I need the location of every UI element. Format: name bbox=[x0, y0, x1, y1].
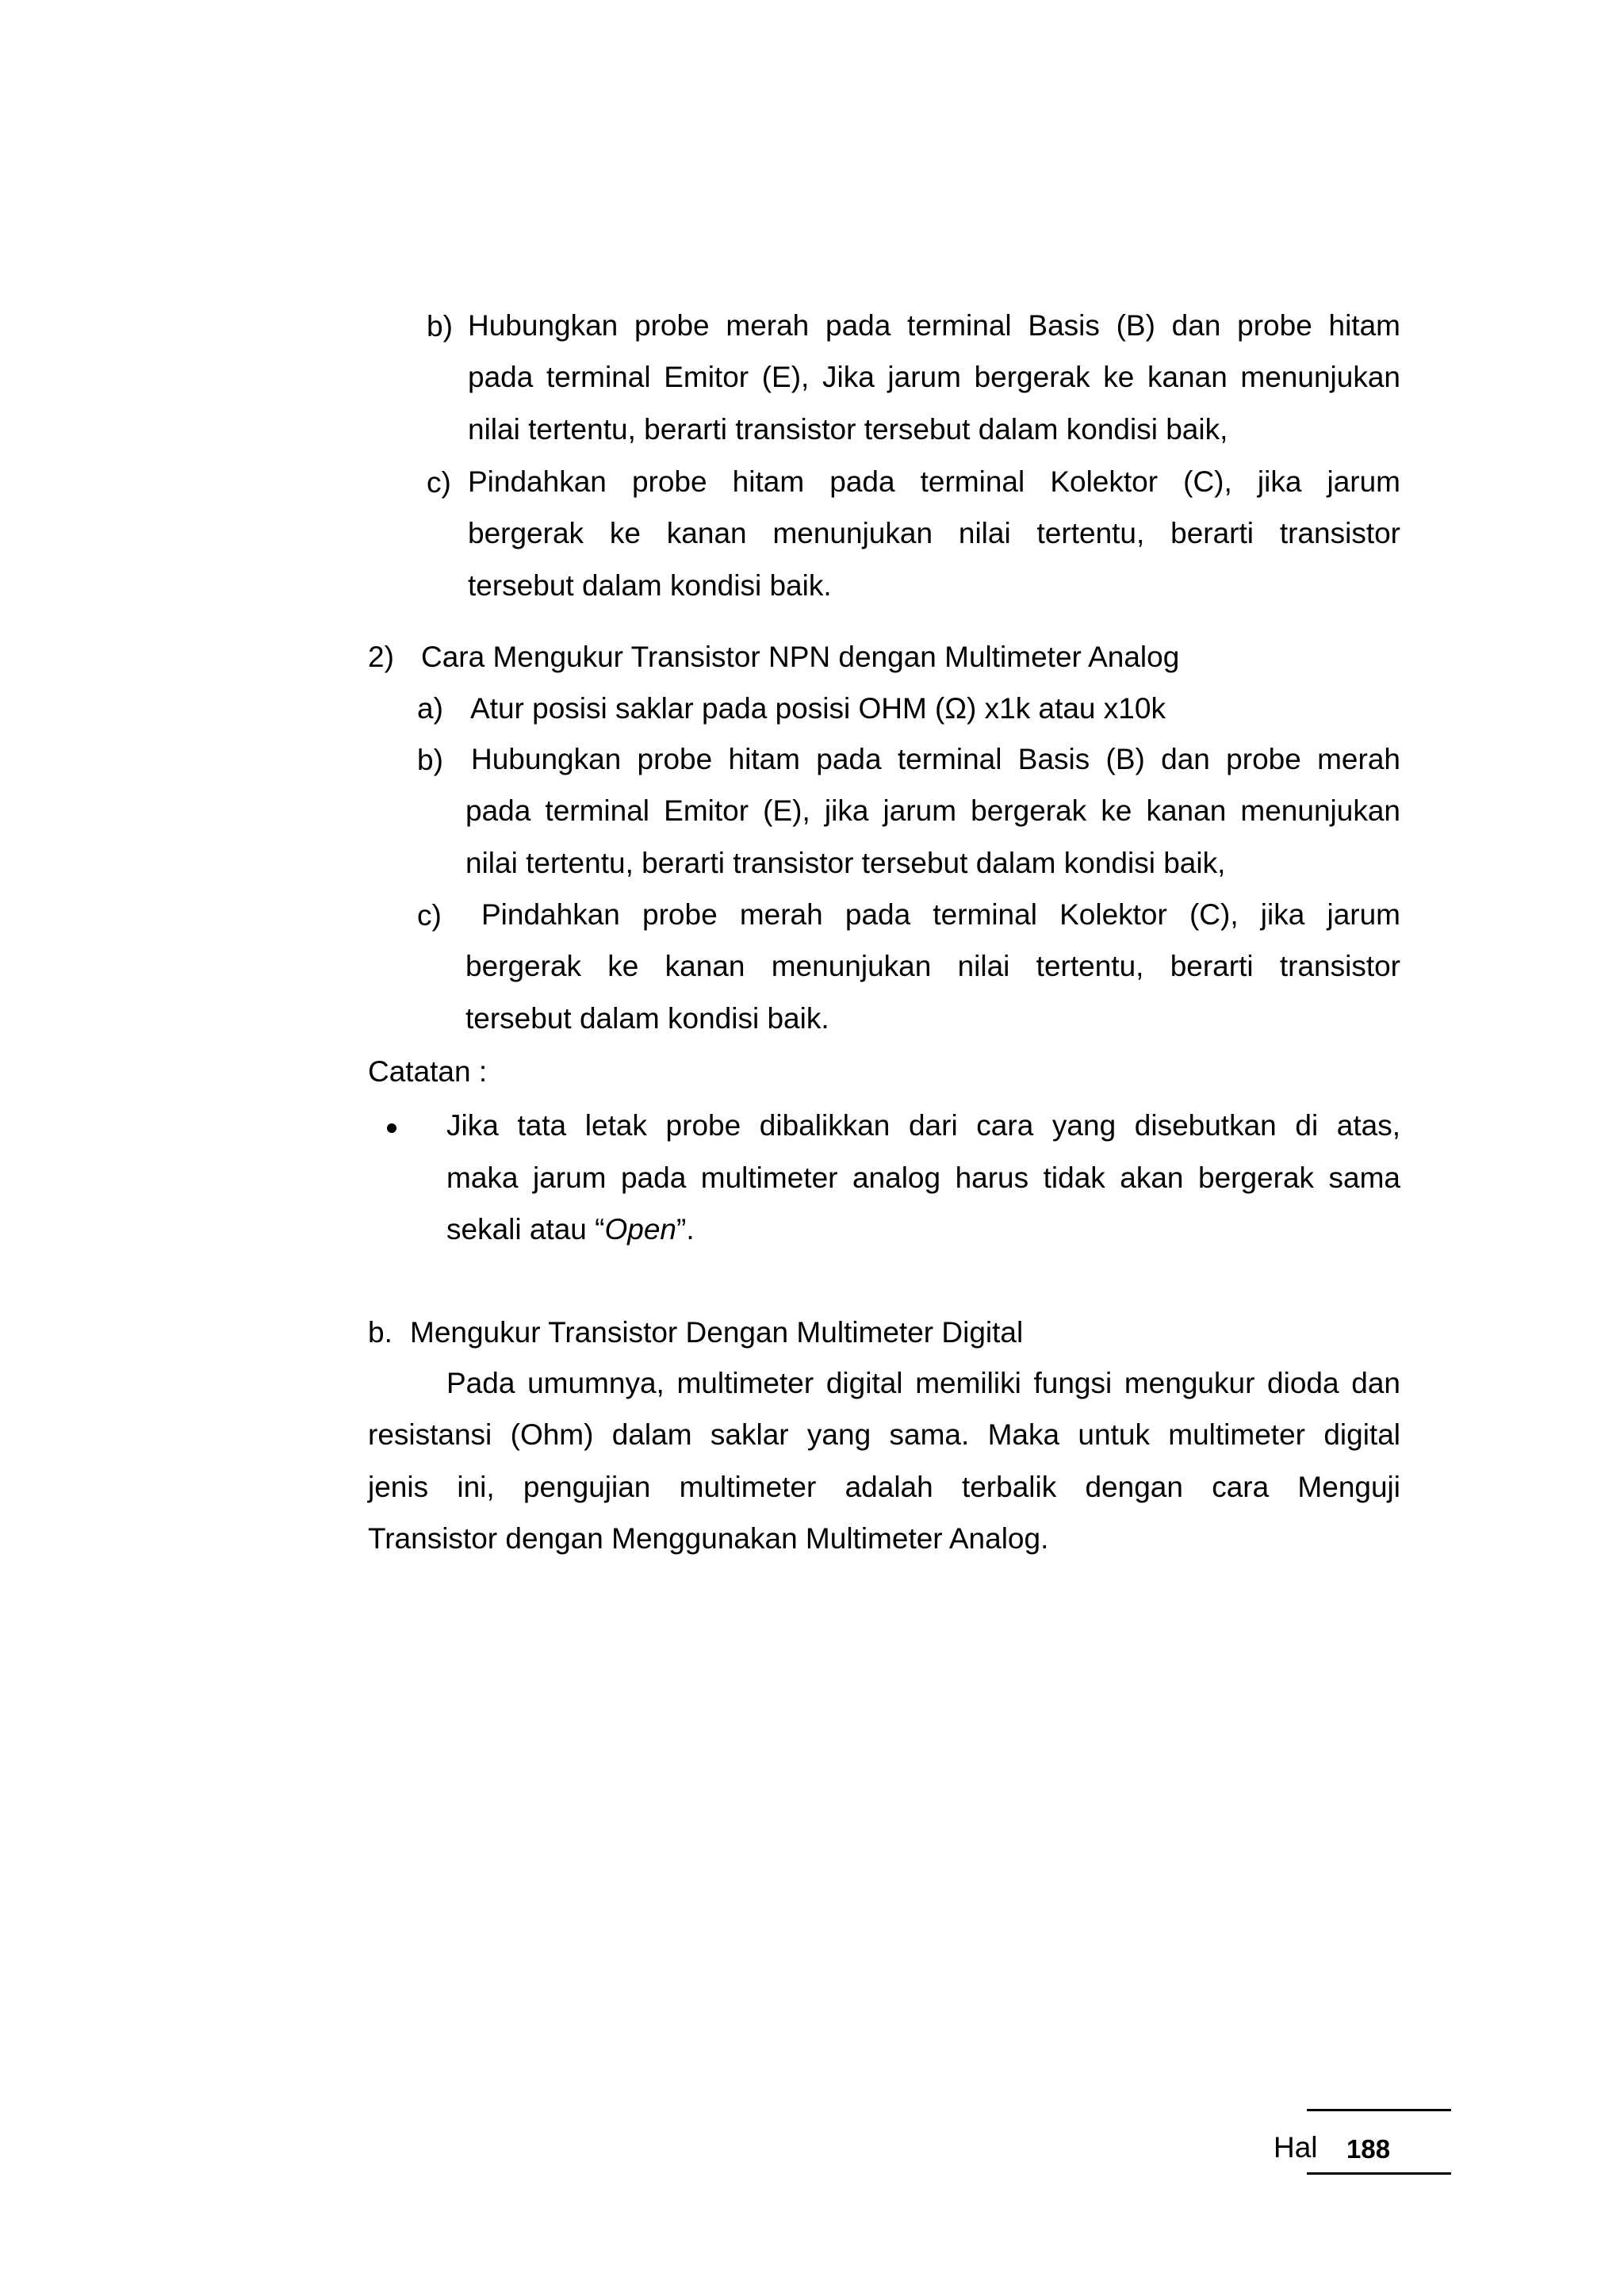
footer-page-number: 188 bbox=[1346, 2134, 1391, 2164]
text-line: bergerak ke kanan menunjukan nilai tertentu, berarti transistor bbox=[465, 950, 1400, 982]
section-2-c-text-cont bbox=[465, 940, 1400, 1044]
text-line: Transistor dengan Menggunakan Multimeter Analog. bbox=[368, 1522, 1049, 1555]
section-2-c-text bbox=[481, 889, 1400, 941]
text-line: nilai tertentu, berarti transistor tersebut dalam kondisi baik, bbox=[468, 412, 1228, 446]
section-2-b-marker: b) bbox=[417, 744, 443, 776]
section-2-a-marker: a) bbox=[417, 692, 443, 725]
text-line: bergerak ke kanan menunjukan nilai tertentu, berarti transistor bbox=[468, 517, 1400, 549]
catatan-last-line bbox=[446, 1211, 695, 1248]
text-line: pada terminal Emitor (E), jika jarum bergerak ke kanan menunjukan bbox=[465, 794, 1400, 827]
section-2-marker: 2) bbox=[368, 641, 394, 673]
section-2-b-text bbox=[471, 733, 1400, 786]
section-b-paragraph-first bbox=[446, 1357, 1400, 1410]
section-2-b-text-cont bbox=[465, 785, 1400, 889]
text-line: Hubungkan probe merah pada terminal Basis (B) dan probe hitam bbox=[468, 309, 1400, 342]
text-line: nilai tertentu, berarti transistor tersebut dalam kondisi baik, bbox=[465, 846, 1226, 879]
list-marker-c: c) bbox=[427, 466, 451, 499]
section-2-title: Cara Mengukur Transistor NPN dengan Multimeter Analog bbox=[421, 641, 1180, 673]
list-item-c-text-cont bbox=[468, 507, 1400, 611]
section-2-a-text: Atur posisi saklar pada posisi OHM (Ω) x1k atau x10k bbox=[470, 692, 1166, 725]
text-line: pada terminal Emitor (E), Jika jarum bergerak ke kanan menunjukan bbox=[468, 361, 1400, 393]
text-line: Jika tata letak probe dibalikkan dari cara yang disebutkan di atas, bbox=[446, 1109, 1400, 1142]
list-item-b-text-cont bbox=[468, 351, 1400, 455]
text-line: resistansi (Ohm) dalam saklar yang sama. Maka untuk multimeter digital bbox=[368, 1418, 1400, 1451]
text-line: tersebut dalam kondisi baik. bbox=[465, 1001, 829, 1035]
list-item-b-text bbox=[468, 300, 1400, 352]
text-fragment: sekali atau “ bbox=[446, 1213, 605, 1246]
section-b-paragraph bbox=[368, 1409, 1400, 1565]
section-2-c-marker: c) bbox=[417, 899, 442, 932]
catatan-label: Catatan : bbox=[368, 1055, 488, 1088]
list-marker-b: b) bbox=[427, 310, 453, 342]
text-line: Hubungkan probe hitam pada terminal Basis (B) dan probe merah bbox=[471, 743, 1400, 775]
section-b-title: Mengukur Transistor Dengan Multimeter Digital bbox=[410, 1316, 1024, 1349]
text-fragment: ”. bbox=[676, 1213, 695, 1246]
italic-term: Open bbox=[604, 1213, 677, 1246]
text-line: jenis ini, pengujian multimeter adalah terbalik dengan cara Menguji bbox=[368, 1470, 1400, 1503]
text-line: Pindahkan probe merah pada terminal Kolektor (C), jika jarum bbox=[481, 898, 1400, 931]
list-item-c-text bbox=[468, 456, 1400, 508]
section-b-marker: b. bbox=[368, 1316, 393, 1349]
footer-top-rule bbox=[1307, 2109, 1451, 2111]
text-line: maka jarum pada multimeter analog harus tidak akan bergerak sama bbox=[446, 1161, 1400, 1194]
text-line: tersebut dalam kondisi baik. bbox=[468, 568, 832, 602]
text-line: Pada umumnya, multimeter digital memiliki fungsi mengukur dioda dan bbox=[446, 1367, 1400, 1399]
footer-hal-label: Hal bbox=[1274, 2131, 1318, 2164]
bullet-icon bbox=[387, 1123, 396, 1133]
footer-bottom-rule bbox=[1307, 2172, 1451, 2175]
text-line: Pindahkan probe hitam pada terminal Kolektor (C), jika jarum bbox=[468, 465, 1400, 498]
catatan-bullet-text bbox=[446, 1100, 1400, 1203]
